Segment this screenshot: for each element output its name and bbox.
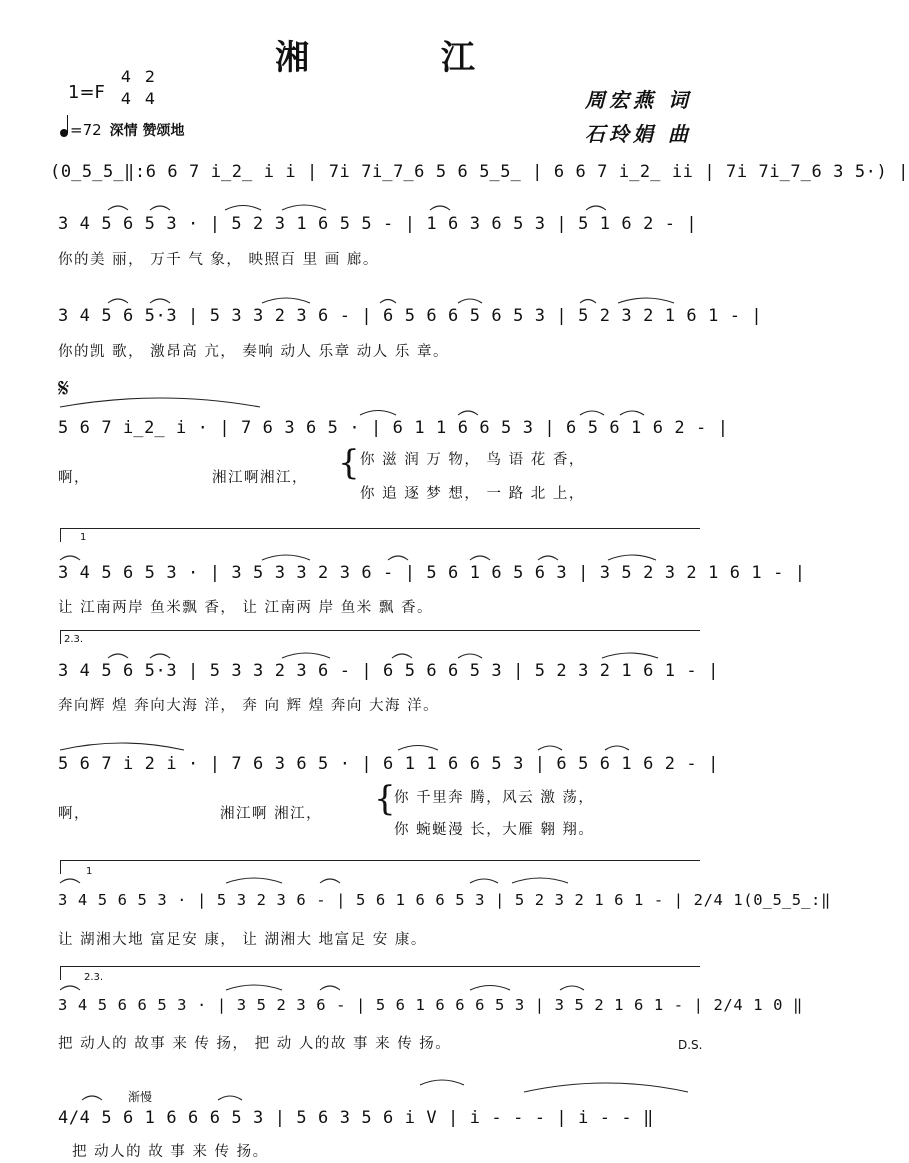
volta-bracket — [60, 966, 700, 967]
lyric-verse-1: 你 千里奔 腾，风云 激 荡， — [394, 790, 595, 806]
dal-segno-mark: D.S. — [678, 1038, 703, 1052]
brace-icon: { — [374, 779, 396, 819]
volta-tick — [60, 966, 61, 980]
notation-row: 3 4 5 6 5 3 · | 3 5 3 3 2 3 6 - | 5 6 1 6 5 6 3 | 3 5 2 3 2 1 6 1 - | — [58, 563, 806, 583]
lyric-line: 让 江南两岸 鱼米飘 香， 让 江南两 岸 鱼米 飘 香。 — [58, 600, 433, 616]
volta-label: 2.3. — [64, 634, 84, 645]
notation-row: (0̲5̲5̲‖:6 6 7 i̲2̲ i i | 7i 7i̲7̲6 5 6 5̲5̲ | 6 6 7 i̲2̲ ii | 7i 7i̲7̲6 3 5·) | — [50, 162, 909, 182]
tempo-marking: =72 深情 赞颂地 — [60, 120, 185, 140]
lyric-line: 啊， — [58, 806, 90, 822]
volta-tick — [60, 860, 61, 874]
lyric-verse-1: 你 滋 润 万 物， 鸟 语 花 香， — [360, 452, 585, 468]
notation-row: 5 6 7 i 2 i · | 7 6 3 6 5 · | 6 1 1 6 6 5 3 | 6 5 6 1 6 2 - | — [58, 754, 719, 774]
notation-row: 5 6 7 i̲2̲ i · | 7 6 3 6 5 · | 6 1 1 6 6 5 3 | 6 5 6 1 6 2 - | — [58, 418, 729, 438]
notation-row: 4/4 5 6 1 6 6 6 5 3 | 5 6 3 5 6 i V | i - - - | i - - ‖ — [58, 1108, 654, 1128]
segno-icon: 𝄋 — [58, 374, 70, 404]
page-title: 湘 江 — [275, 38, 535, 78]
notation-row: 3 4 5 6 5 3 · | 5 2 3 1 6 5 5 - | 1 6 3 6 5 3 | 5 1 6 2 - | — [58, 214, 698, 234]
volta-label: 1 — [80, 532, 87, 543]
lyric-line: 你的美 丽， 万千 气 象， 映照百 里 画 廊。 — [58, 252, 379, 268]
notation-row: 3 4 5 6 5·3 | 5 3 3 2 3 6 - | 6 5 6 6 5 3 | 5 2 3 2 1 6 1 - | — [58, 661, 719, 681]
lyric-line: 让 湖湘大地 富足安 康， 让 湖湘大 地富足 安 康。 — [58, 932, 427, 948]
notation-row: 3 4 5 6 5·3 | 5 3 3 2 3 6 - | 6 5 6 6 5 6 5 3 | 5 2 3 2 1 6 1 - | — [58, 306, 763, 326]
meter-2-4: 2 4 — [144, 67, 156, 108]
ritardando-mark: 渐慢 — [128, 1090, 153, 1104]
lyric-line: 你的凯 歌， 激昂高 亢， 奏响 动人 乐章 动人 乐 章。 — [58, 344, 449, 360]
expression-mark: 深情 赞颂地 — [109, 123, 185, 139]
volta-bracket — [60, 630, 700, 631]
lyric-refrain: 湘江啊湘江， — [212, 470, 308, 486]
lyric-line: 奔向辉 煌 奔向大海 洋， 奔 向 辉 煌 奔向 大海 洋。 — [58, 698, 440, 714]
quarter-note-icon — [60, 129, 68, 137]
lyric-line: 把 动人的 故 事 来 传 扬。 — [72, 1144, 269, 1160]
notation-row: 3 4 5 6 5 3 · | 5 3 2 3 6 - | 5 6 1 6 6 5 3 | 5 2 3 2 1 6 1 - | 2/4 1(0̲5̲5̲:‖ — [58, 891, 831, 909]
volta-bracket — [60, 860, 700, 861]
lyric-verse-2: 你 蜿蜒漫 长，大雁 翱 翔。 — [394, 822, 595, 838]
lyric-refrain: 湘江啊 湘江， — [220, 806, 323, 822]
lyric-line: 把 动人的 故事 来 传 扬， 把 动 人的故 事 来 传 扬。 — [58, 1036, 452, 1052]
lyric-line: 啊， — [58, 470, 90, 486]
volta-tick — [60, 630, 61, 644]
lyricist: 周宏燕 词 — [585, 88, 692, 112]
meter-4-4: 4 4 — [120, 67, 132, 108]
volta-label: 1 — [86, 866, 93, 877]
volta-tick — [60, 528, 61, 542]
volta-bracket — [60, 528, 700, 529]
brace-icon: { — [338, 443, 360, 483]
key-signature: 1=F — [68, 82, 105, 103]
volta-label: 2.3. — [84, 972, 104, 983]
composer: 石玲娟 曲 — [585, 122, 692, 146]
notation-row: 3 4 5 6 6 5 3 · | 3 5 2 3 6 - | 5 6 1 6 6 6 5 3 | 3 5 2 1 6 1 - | 2/4 1 0 ‖ — [58, 996, 803, 1014]
lyric-verse-2: 你 追 逐 梦 想， 一 路 北 上， — [360, 486, 585, 502]
